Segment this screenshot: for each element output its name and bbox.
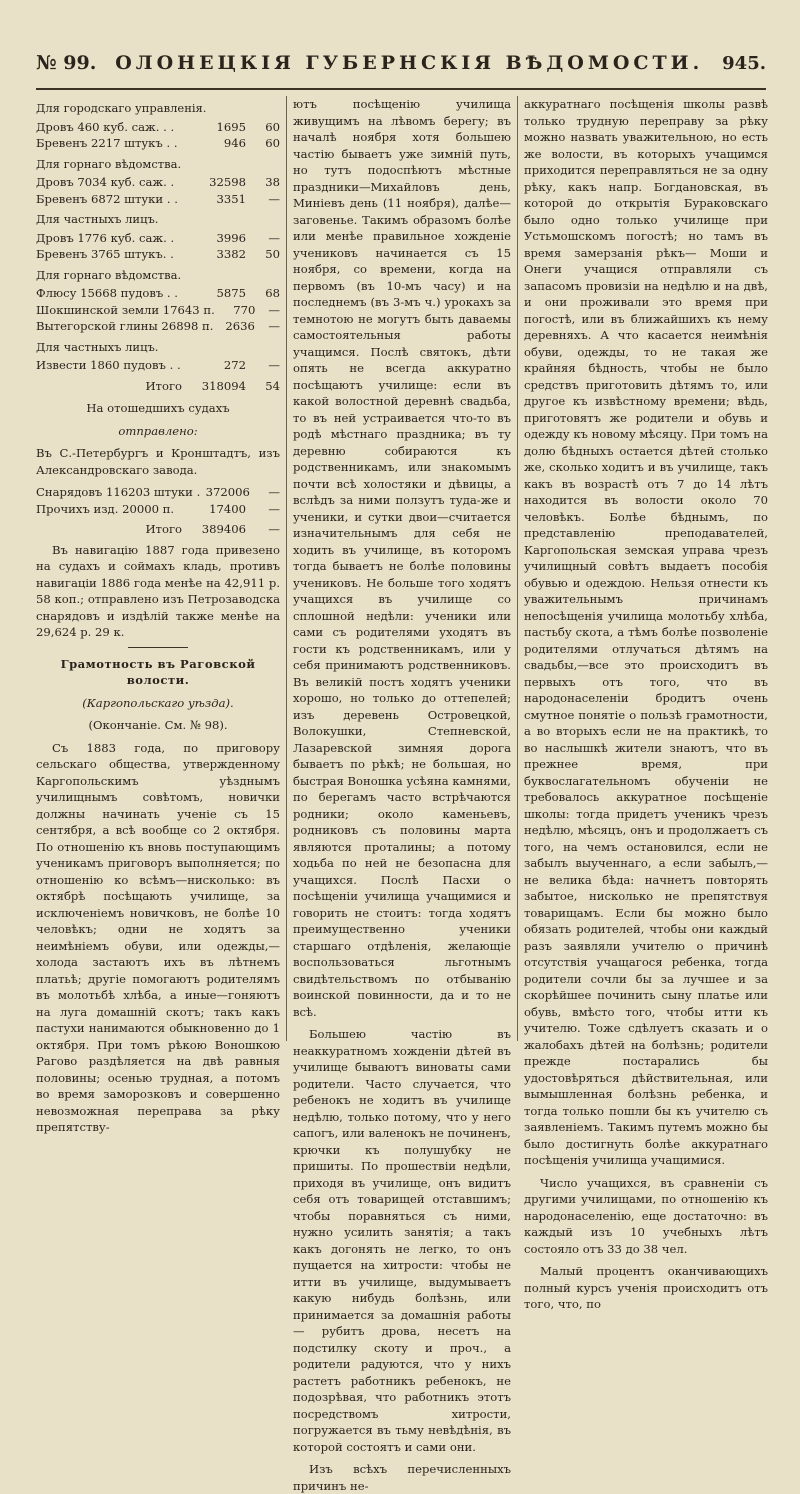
- table-row: Дровъ 7034 куб. саж. . 32598 38: [36, 175, 280, 189]
- section-title: Для частныхъ лицъ.: [36, 339, 159, 354]
- table-row: Вытегорской глины 26898 п. 2636 —: [36, 319, 280, 333]
- table-row: Прочихъ изд. 20000 п. 17400 —: [36, 501, 280, 516]
- article-paragraph: ютъ посѣщенію училища живущимъ на лѣвомъ берегу; въ началѣ ноября хотя большею частію бываетъ уже зимній путь, но тутъ подоспѣютъ мѣстные праздники—Михайловъ день, Миніевъ день (11 ноября), далѣе—заговенье. Такимъ образомъ болѣе или менѣе правильное хожденіе учениковъ начинается съ 15 ноября, со времени, когда на первомъ (въ 10-мъ часу) и на последнемъ (въ 3-мъ ч.) урокахъ за темнотою не могутъ быть даваемы самостоятельныя работы учащимся. Послѣ святокъ, дѣти опять не всегда аккуратно посѣщаютъ училище: если въ какой волостной деревнѣ свадьба, то въ ней устраивается что-то въ родѣ мѣстнаго праздника; въ ту деревню собираются къ родственникамъ, или знакомымъ почти всѣ холостяки и дѣвицы, а вслѣдъ за ними ползутъ туда-же и ученики, и сутки двои—считается изначительнымъ для себя не ходить въ училище, въ которомъ тогда бываетъ не болѣе половины учениковъ. Не больше того ходятъ учащихся въ училище со сплошной недѣли: ученики или сами съ родителями уходятъ въ гости къ родственникамъ, или у себя принимаютъ родственниковъ. Въ великій постъ ходятъ ученики хорошо, но только до оттепелей; изъ деревень Островецкой, Волокушки, Степневской, Лазаревской зимняя дорога бываетъ по рѣкѣ; не большая, но быстрая Воношка усѣяна камнями, по берегамъ часто встрѣчаются родники; около каменьевъ, родниковъ съ половины марта являются проталины; а потому ходьба по ней не безопасна для учащихся. Послѣ Пасхи о посѣщеніи училища учащимися и говорить не стоитъ: тогда ходятъ преимущественно ученики старшаго отдѣленія, желающіе воспользоваться льготнымъ свидѣтельствомъ по отбыванію воинской повинности, да и то не всѣ.: [293, 97, 511, 1019]
- article-continuation: (Окончаніе. См. № 98).: [88, 718, 228, 732]
- section-title: Для горнаго вѣдомства.: [36, 267, 182, 282]
- shipment-section: [36, 211, 280, 263]
- article-paragraph: Малый процентъ оканчивающихъ полный курсъ ученія происходитъ отъ того, что, по: [524, 1264, 768, 1311]
- table-row: Дровъ 460 куб. саж. . . 1695 60: [36, 119, 280, 134]
- article-paragraph: Съ 1883 года, по приговору сельскаго общества, утвержденному Каргопольскимъ уѣзднымъ училищнымъ совѣтомъ, новички должны начинать ученіе съ 15 сентября, а всѣ вообще со 2 октября. По отношенію къ вновь поступающимъ ученикамъ приговоръ выполняется; по отношенію ко всѣмъ—нисколько: въ октябрѣ посѣщають училище, за исключеніемъ новичковъ, не болѣе 10 человѣкъ; одни не ходятъ за неимѣніемъ обуви, или одежды,—холода застаютъ ихъ въ лѣтнемъ платьѣ; другіе помогаютъ родителямъ въ молотьбѣ хлѣба, а иные—гоняютъ на луга домашній скотъ; такъ какъ пастухи нанимаются обыкновенно до 1 октября. При томъ рѣкою Воношкою Рагово раздѣляется на двѣ равныя половины; осенью трудная, а потомъ во время заморозковъ и совершенно невозможная переправа за рѣку препятству-: [36, 740, 280, 1134]
- table-row: Флюсу 15668 пудовъ . . 5875 68: [36, 286, 280, 300]
- article-subtitle: (Каргопольскаго уѣзда).: [82, 695, 234, 710]
- column-divider: [517, 96, 518, 1041]
- total-row: Итого 389406 —: [145, 522, 280, 536]
- shipment-section: [36, 100, 280, 152]
- shipment-section: [36, 339, 280, 374]
- table-row: Бревенъ 2217 штукъ . . 946 60: [36, 136, 280, 150]
- page-number: 945.: [722, 52, 766, 74]
- column-2: [293, 96, 511, 1493]
- shipment-section: [36, 156, 280, 208]
- table-row: Дровъ 1776 куб. саж. . 3996 —: [36, 230, 280, 245]
- article-paragraph: Большею частію въ неаккуратномъ хожденіи дѣтей въ училище бываютъ виноваты сами родители. Часто случается, что ребенокъ не ходитъ въ училище недѣлю, только потому, что у него сапогъ, или валенокъ не починенъ, крючки къ полушубку не пришиты. По прошествіи недѣли, приходя въ училище, онъ видитъ себя отъ товарищей отставшимъ; чтобы поравняться съ ними, нужно усилить занятія; а такъ какъ догонять не легко, то онъ пущается на хитрости: чтобы не итти въ училище, выдумываетъ какую нибудь болѣзнь, или принимается за домашнія работы — рубитъ дрова, несетъ на подстилку скоту и проч., а родители радуются, что у нихъ растетъ работникъ ребенокъ, не подозрѣвая, что работникъ этотъ посредствомъ хитрости, погружается въ тьму невѣдѣнія, въ которой состоятъ и сами они.: [293, 1027, 511, 1454]
- section-title: Для горнаго вѣдомства.: [36, 156, 182, 171]
- table-row: Бревенъ 3765 штукъ. . 3382 50: [36, 247, 280, 261]
- total-row: Итого 318094 54: [145, 378, 280, 393]
- column-3: [524, 96, 768, 1311]
- summary-paragraph: Въ навигацію 1887 года привезено на судахъ и соймахъ кладь, противъ навигаціи 1886 года менѣе на 42,911 р. 58 коп.; отправлено изъ Петрозаводска снарядовъ и издѣлій также менѣе на 29,624 р. 29 к.: [36, 542, 280, 639]
- newspaper-title: ОЛОНЕЦКІЯ ГУБЕРНСКІЯ ВѢДОМОСТИ.: [115, 52, 704, 74]
- shipment-section: [36, 267, 280, 335]
- column-1: [36, 96, 280, 1134]
- article-paragraph: аккуратнаго посѣщенія школы развѣ только трудную переправу за рѣку можно назвать уважительною, но есть же волости, въ которыхъ учащимся приходится переправляться не за одну рѣку, какъ напр. Богдановская, въ которой до открытія Бураковскаго было одно только училище при Устьмошскомъ погостѣ; но тамъ въ время замерзанія рѣкъ— Моши и Онеги учащися отправляли съ запасомъ провизіи на недѣлю и на двѣ, и они проживали это время при погостѣ, или въ ближайшихъ къ нему деревняхъ. А что касается неимѣнія обуви, одежды, то не такая же крайняя бѣдность, чтобы не было средствъ приготовить дѣтямъ то, или другое къ извѣстному времени; вѣдь, приготовятъ же родители и обувь и одежду къ новому мѣсяцу. При томъ на долю бѣдныхъ остается дѣтей столько же, сколько ходитъ и въ училище, такъ какъ въ возрастѣ отъ 7 до 14 лѣтъ находится въ волости около 70 человѣкъ. Болѣе бѣднымъ, по представленію преподавателей, Каргопольская земская управа чрезъ училищный совѣтъ выдаетъ пособія обувью и одеждою. Нельзя отнести къ уважительнымъ причинамъ непосѣщенія училища молотьбу хлѣба, пастьбу скота, а тѣмъ болѣе позволеніе родителями отлучаться дѣтямъ на свадьбы,—все это происходитъ въ первыхъ отъ того, что въ народонаселеніи бродитъ очень смутное понятіе о пользѣ грамотности, а во вторыхъ если не на практикѣ, то во наслышкѣ жители знаютъ, что въ прежнее время, при буквослагательномъ обученіи не требовалось аккуратное посѣщеніе школы: тогда придетъ ученикъ чрезъ недѣлю, мѣсяцъ, онъ и продолжаетъ съ того, на чемъ остановился, если не забылъ выученнаго, а если забылъ,— не велика бѣда: начнетъ повторять забытое, нисколько не препятствуя товарищамъ. Если бы можно было обязать родителей, чтобы они каждый разъ заявляли учителю о причинѣ отсутствія учащагося ребенка, тогда родители сочли бы за лучшее и за скорѣйшее починить сыну платье или обувь, вмѣсто того, чтобы итти къ учителю. Тоже сдѣлуетъ сказать и о жалобахъ дѣтей на болѣзнь; родители прежде постарались бы удостовѣряться дѣйствительная, или вымышленная болѣзнь ребенка, и тогда только пошли бы къ учителю съ заявленіемъ. Такимъ путемъ можно бы было достигнуть болѣе аккуратнаго посѣщенія училища учащимися.: [524, 97, 768, 1167]
- table-row: Снарядовъ 116203 штуки . 372006 —: [36, 485, 280, 499]
- section-title: Для частныхъ лицъ.: [36, 212, 159, 226]
- separator: [128, 647, 188, 648]
- section-title: Для городскаго управленія.: [36, 101, 207, 115]
- table-row: Бревенъ 6872 штуки . . 3351 —: [36, 191, 280, 206]
- article-title: Грамотность въ Раговской волости.: [60, 656, 256, 687]
- table-row: Извести 1860 пудовъ . . 272 —: [36, 358, 280, 372]
- issue-number: № 99.: [36, 52, 97, 74]
- column-divider: [286, 96, 287, 1041]
- ships-destination: Въ С.-Петербургъ и Кронштадтъ, изъ Александровскаго завода.: [36, 446, 280, 477]
- ships-title: На отошедшихъ судахъ: [86, 401, 230, 415]
- article-paragraph: Число учащихся, въ сравненіи съ другими училищами, по отношенію къ народонаселенію, еще достаточно: въ каждый изъ 10 учебныхъ лѣтъ состояло отъ 33 до 38 чел.: [524, 1175, 768, 1256]
- article-paragraph: Изъ всѣхъ перечисленныхъ причинъ не-: [293, 1462, 511, 1493]
- page-header: [36, 38, 766, 90]
- ships-subtitle: отправлено:: [118, 423, 198, 438]
- table-row: Шокшинской земли 17643 п. 770 —: [36, 302, 280, 317]
